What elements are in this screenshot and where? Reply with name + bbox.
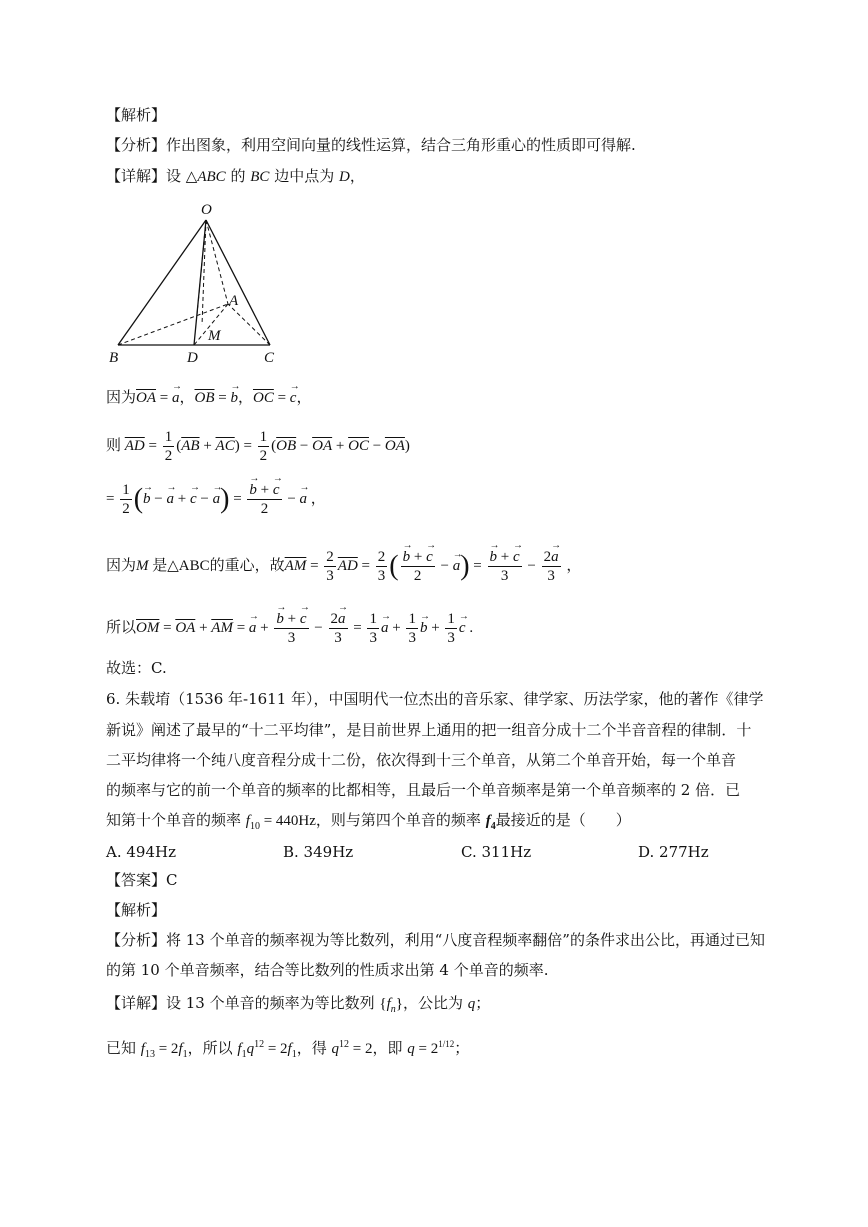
jiexi-heading: 【解析】 [106, 106, 167, 124]
label-a: A [229, 293, 239, 309]
tetrahedron-figure [105, 195, 290, 370]
ad-expression-2: = $\frac{1}{2}$ (→ b − → a + → c − → a) = → $\frac{b + \to c}{2}$ − → a ， [106, 481, 326, 518]
label-c: C [264, 350, 275, 366]
triangle-abc: △ABC [185, 169, 226, 185]
am-expression: 因为M 是△ABC的重心，故AM = $\frac{2}{3}$ AD = $\frac{2}{3}$ ( → $\frac{b + \to c}{2}$ − → a) = → $\frac{b + \to c}{3}$ − $\frac{2\to a}{3}$ ， [106, 548, 581, 585]
q6-known-a: 已知 [106, 1039, 137, 1057]
option-b: B. 349Hz [283, 843, 354, 861]
q6-line3: 二平均律将一个纯八度音程分成十二份，依次得到十三个单音，从第二个单音开始，每一个单音 [106, 751, 737, 769]
option-d: D. 277Hz [638, 843, 709, 861]
q6-line5-a: 知第十个单音的频率 [106, 811, 242, 829]
label-d: D [187, 350, 198, 366]
q6-line4: 的频率与它的前一个单音的频率的比都相等，且最后一个单音频率是第一个单音频率的 2 倍．已 [106, 781, 741, 799]
fenxi-text: 【分析】作出图象，利用空间向量的线性运算，结合三角形重心的性质即可得解. [106, 136, 636, 154]
q6-line1: 6. 朱载堉（1536 年-1611 年），中国明代一位杰出的音乐家、律学家、历法学家，他的著作《律学 [106, 690, 764, 708]
edge-oc [206, 220, 270, 345]
q6-line2: 新说》阐述了最早的“十二平均律”，是目前世界上通用的把一组音分成十二个半音音程的律制．十 [106, 721, 752, 739]
edge-oa [206, 220, 228, 304]
edge-ob [118, 220, 206, 345]
yinwei-m-label: 因为 [106, 557, 137, 574]
point-d: D [339, 169, 350, 185]
q6-known-c: ，得 [296, 1039, 327, 1057]
xiangjie-end: ， [349, 167, 365, 185]
q6-xiangjie-b: ，公比为 [402, 994, 463, 1012]
zhongxin-label: 是△ABC的重心，故 [152, 557, 285, 574]
om-expression: 所以OM = OA + AM = → a + → $\frac{b + \to c}{3}$ − $\frac{2\to a}{3}$ = $\frac{1}{3}$ → a + $\frac{1}{3}$ → b + $\frac{1}{3}$ → c . [106, 610, 473, 647]
q6-known-d: ，即 [372, 1039, 403, 1057]
yinwei-label: 因为 [106, 390, 137, 406]
edge-od [194, 220, 206, 345]
q6-known-e: ； [454, 1039, 470, 1057]
side-bc: BC [250, 169, 270, 185]
q6-known-b: ，所以 [187, 1039, 233, 1057]
q6-fenxi-1: 【分析】将 13 个单音的频率视为等比数列，利用“八度音程频率翻倍”的条件求出公比，再通过已知 [106, 931, 765, 949]
xiangjie-mid2: 边中点为 [274, 167, 335, 185]
label-b: B [109, 350, 119, 366]
q6-xiangjie-a: 【详解】设 13 个单音的频率为等比数列 [106, 994, 375, 1012]
q6-xiangjie: 【详解】设 13 个单音的频率为等比数列 $\{f_n\}$，公比为 q； [106, 994, 491, 1015]
xiangjie-mid: 的 [230, 167, 246, 185]
suoyi-label: 所以 [106, 619, 137, 636]
ad-expression: 则 AD = $\frac{1}{2}$ (AB + AC) = $\frac{1}{2}$ (OB − OA + OC − OA) [106, 429, 410, 464]
xiangjie-line [106, 166, 365, 187]
option-a: A. 494Hz [106, 843, 176, 861]
vector-definitions: 因为OA = → a，OB = → b，OC = → c， [106, 388, 311, 408]
q6-line5-c: 最接近的是（ ） [495, 811, 631, 829]
xiangjie-prefix: 【详解】设 [106, 167, 182, 185]
ze-label: 则 [106, 437, 122, 454]
q6-answer: 【答案】C [106, 871, 178, 889]
q6-fenxi-2: 的第 10 个单音频率，结合等比数列的性质求出第 4 个单音的频率. [106, 961, 549, 979]
option-c: C. 311Hz [461, 843, 532, 861]
q6-xiangjie-c: ； [475, 994, 491, 1012]
q6-line5: 知第十个单音的频率 $f_{10} = 440Hz$，则与第四个单音的频率 $f_4$最接近的是（ ） [106, 811, 631, 832]
q6-known: 已知 $f_{13} = 2f_1$，所以 $f_1q^{12} = 2f_1$，得 $q^{12} = 2$，即 $q = 2^{1/12}$； [106, 1039, 470, 1060]
q6-jiexi: 【解析】 [106, 901, 167, 919]
q6-line5-b: ，则与第四个单音的频率 [315, 811, 481, 829]
label-o: O [201, 202, 212, 218]
label-m: M [208, 328, 221, 344]
edge-ca [228, 304, 270, 345]
answer-choice-1: 故选：C. [106, 659, 167, 677]
